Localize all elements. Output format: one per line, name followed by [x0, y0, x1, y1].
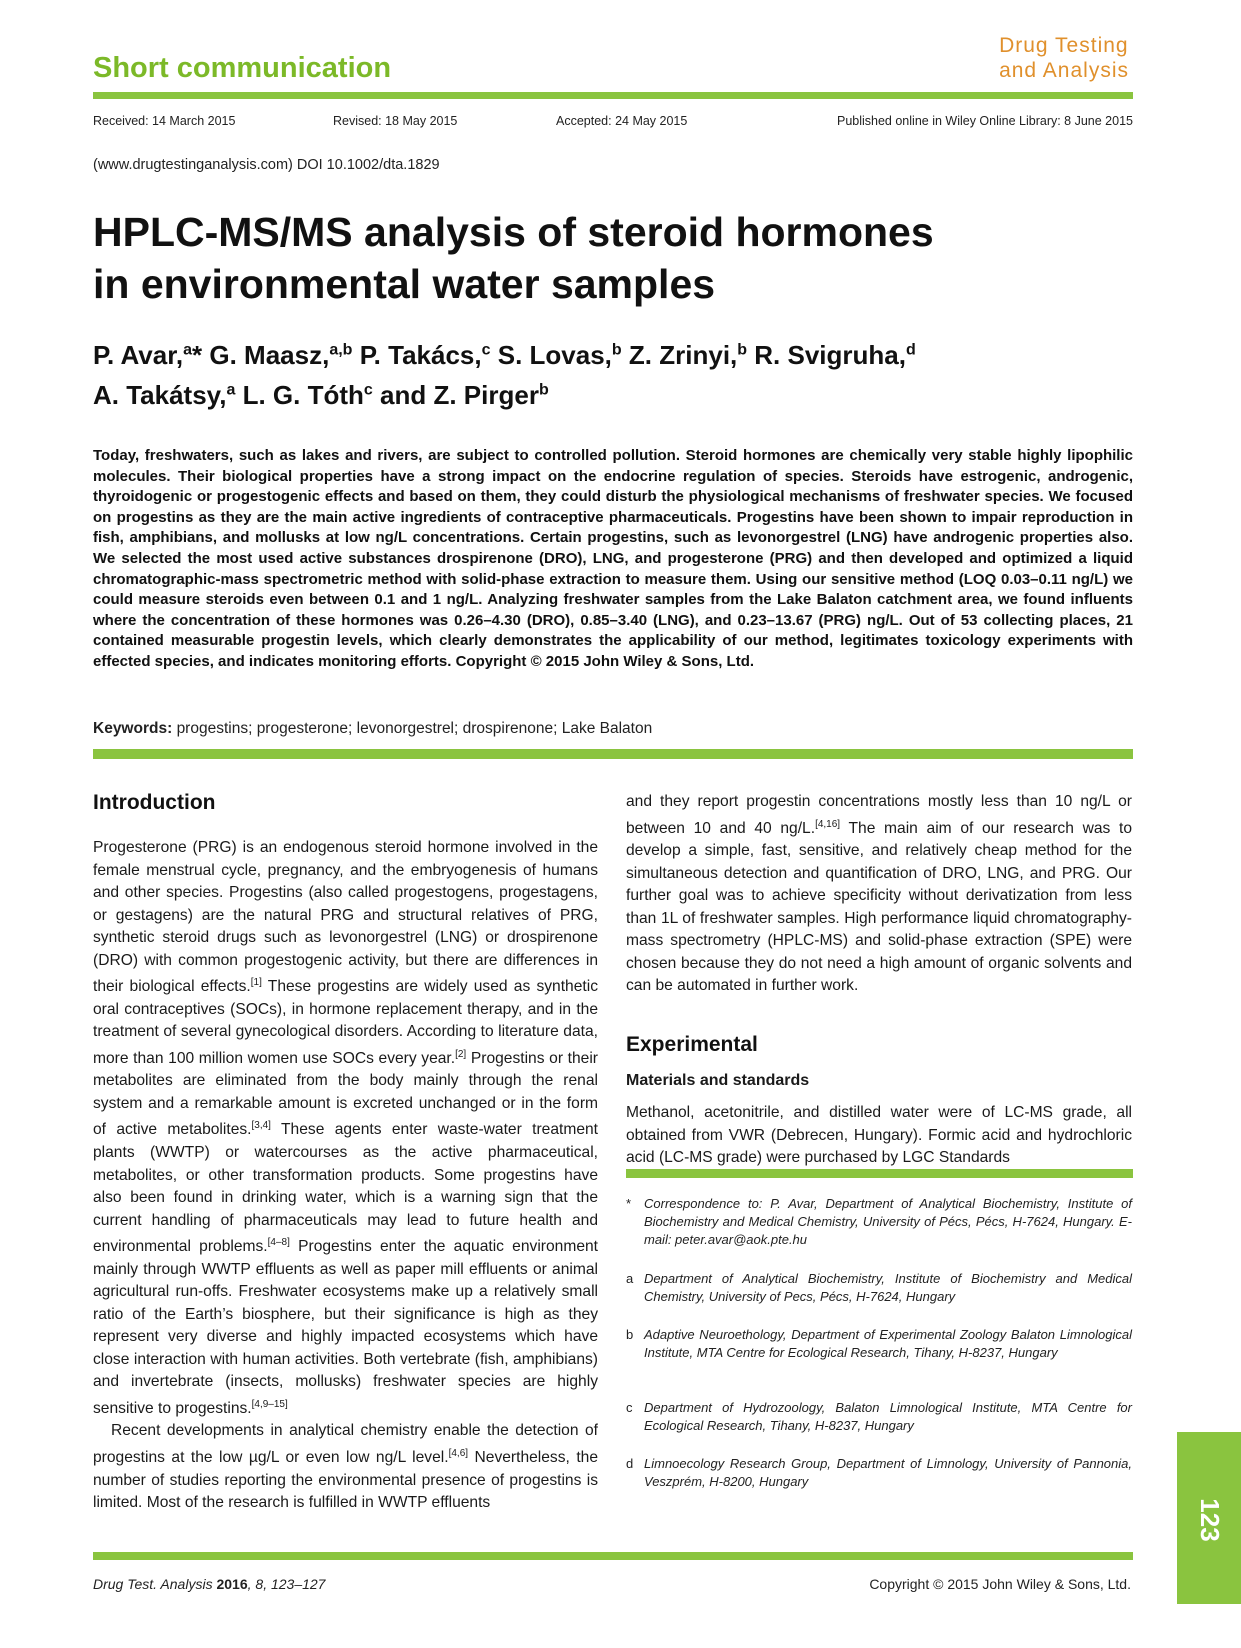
keywords-list: progestins; progesterone; levonorgestrel; drospirenone; Lake Balaton: [176, 720, 653, 737]
footer-rule: [93, 1552, 1133, 1560]
footnote-rule: [626, 1169, 1133, 1178]
page-number: 123: [1195, 1498, 1225, 1542]
keywords-label: Keywords:: [93, 720, 173, 737]
materials-subheading: Materials and standards: [626, 1072, 810, 1089]
published-date: Published online in Wiley Online Library: 8 June 2015: [836, 114, 1133, 128]
doi-line: (www.drugtestinganalysis.com) DOI 10.1002/dta.1829: [93, 157, 440, 173]
author-list: [93, 332, 1133, 413]
keywords: [93, 720, 652, 738]
section-label: Short communication: [93, 52, 392, 84]
footnote: d Limnoecology Research Group, Department of Limnology, University of Pannonia, Veszprém, H-8200, Hungary: [626, 1456, 1132, 1489]
received-date: Received: 14 March 2015: [93, 114, 236, 128]
paragraph: Progesterone (PRG) is an endogenous steroid hormone involved in the female menstrual cycle, pregnancy, and the embryogenesis of humans and other species. Progestins (also called progestogens, progestagens, or gestagens) are the natural PRG and structural relatives of PRG, synthetic steroid drugs such as levonorgestrel (LNG) or drospirenone (DRO) with common progestogenic activity, but there are differences in their biological effects.[1] These progestins are widely used as synthetic oral contraceptives (SOCs), in hormone replacement therapy, and in the treatment of several gynecological disorders. According to literature data, more than 100 million women use SOCs every year.[2] Progestins or their metabolites are eliminated from the body mainly through the renal system and a remarkable amount is excreted unchanged or in the form of active metabolites.[3,4] These agents enter waste-water treatment plants (WWTP) or watercourses as the active pharmaceutical, metabolites, or other transformation products. Some progestins have also been found in drinking water, which is a warning sign that the current handling of pharmaceuticals may lead to future health and environmental problems.[4–8] Progestins enter the aquatic environment mainly through WWTP effluents as well as paper mill effluents or animal agricultural run-offs. Freshwater ecosystems make up a relatively small ratio of the Earth’s biosphere, but their significance is high as they represent very diverse and highly impacted ecosystems which have close interaction with human activities. Both vertebrate (fish, amphibians) and invertebrate (insects, mollusks) freshwater species are highly sensitive to progestins.[4,9–15]: [93, 839, 599, 1417]
footnote: b Adaptive Neuroethology, Department of Experimental Zoology Balaton Limnological Institute, MTA Centre for Ecological Research, Tihany, H-8237, Hungary: [626, 1327, 1132, 1360]
author: Z. Zrinyi,$^b$: [628, 339, 748, 370]
author: A. Takátsy,$^a$: [93, 380, 236, 411]
author: G. Maasz,$^{a,b}$: [209, 339, 353, 370]
paragraph: and they report progestin concentrations mostly less than 10 ng/L or between 10 and 40 ng/L.[4,16] The main aim of our research was to develop a simple, fast, sensitive, and relatively cheap method for the simultaneous detection and quantification of DRO, LNG, and PRG. Our further goal was to achieve specificity without derivatization from less than 1L of freshwater samples. High performance liquid chromatography-mass spectrometry (HPLC-MS) and solid-phase extraction (SPE) were chosen because they do not need a high amount of organic solvents and can be automated in further work.: [626, 793, 1132, 995]
author: P. Takács,$^c$: [359, 339, 491, 370]
abstract-rule: [93, 749, 1133, 759]
header-rule: [93, 92, 1133, 99]
article-title: [93, 206, 1093, 310]
introduction-body: [93, 837, 598, 1515]
journal-logo: [999, 33, 1129, 83]
journal-logo-line2: and Analysis: [999, 59, 1129, 82]
author: P. Avar,$^a$*: [93, 339, 203, 370]
journal-logo-line1: Drug Testing: [999, 34, 1129, 57]
introduction-continued: [626, 791, 1132, 998]
author: and Z. Pirger$^b$: [380, 380, 549, 411]
revised-date: Revised: 18 May 2015: [333, 114, 458, 128]
materials-body: Methanol, acetonitrile, and distilled water were of LC-MS grade, all obtained from VWR (Debrecen, Hungary). Formic acid and hydrochloric acid (LC-MS grade) were purchased by LGC Standards: [626, 1104, 1132, 1166]
author: L. G. Tóth$^c$: [242, 380, 373, 411]
author: R. Svigruha,$^d$: [754, 339, 916, 370]
accepted-date: Accepted: 24 May 2015: [556, 114, 688, 128]
title-line-2: in environmental water samples: [93, 261, 716, 307]
author: S. Lovas,$^b$: [497, 339, 622, 370]
title-line-1: HPLC-MS/MS analysis of steroid hormones: [93, 209, 934, 255]
footer-copyright: Copyright © 2015 John Wiley & Sons, Ltd.: [869, 1576, 1131, 1592]
footnote: c Department of Hydrozoology, Balaton Limnological Institute, MTA Centre for Ecological Research, Tihany, H-8237, Hungary: [626, 1400, 1132, 1433]
journal-citation: Drug Test. Analysis 2016, 8, 123–127: [93, 1576, 326, 1592]
abstract: Today, freshwaters, such as lakes and rivers, are subject to controlled pollution. Steroid hormones are chemically very stable highly lipophilic molecules. Their biological properties have a strong impact on the endocrine regulation of species. Steroids have estrogenic, androgenic, thyroidogenic or progestogenic effects and based on them, they could disturb the physiological mechanisms of freshwater species. We focused on progestins as they are the main active ingredients of contraceptive pharmaceuticals. Progestins have been shown to impair reproduction in fish, amphibians, and mollusks at low ng/L concentrations. Certain progestins, such as levonorgestrel (LNG) have androgenic properties also. We selected the most used active substances drospirenone (DRO), LNG, and progesterone (PRG) and then developed and optimized a liquid chromatographic-mass spectrometric method with solid-phase extraction to measure them. Using our sensitive method (LOQ 0.03–0.11 ng/L) we could measure steroids even between 0.1 and 1 ng/L. Analyzing freshwater samples from the Lake Balaton catchment area, we found influents where the concentration of these hormones was 0.26–4.30 (DRO), 0.85–3.40 (LNG), and 0.23–13.67 (PRG) ng/L. Out of 53 collecting places, 21 contained measurable progestin levels, which clearly demonstrates the applicability of our method, legitimates toxicology experiments with effected species, and indicates monitoring efforts. Copyright © 2015 John Wiley & Sons, Ltd.: [93, 447, 1133, 670]
experimental-heading: Experimental: [626, 1033, 758, 1056]
footnote: * Correspondence to: P. Avar, Department of Analytical Biochemistry, Institute of Biochemistry and Medical Chemistry, University of Pécs, Pécs, H-7624, Hungary. E-mail: peter.avar@aok.pte.hu: [626, 1196, 1132, 1247]
paragraph: Recent developments in analytical chemistry enable the detection of progestins at the low µg/L or even low ng/L level.[4,6] Nevertheless, the number of studies reporting the environmental presence of progestins is limited. Most of the research is fulfilled in WWTP effluents: [93, 1422, 598, 1512]
introduction-heading: Introduction: [93, 791, 216, 814]
footnote: a Department of Analytical Biochemistry, Institute of Biochemistry and Medical Chemistry, University of Pecs, Pécs, H-7624, Hungary: [626, 1271, 1132, 1304]
